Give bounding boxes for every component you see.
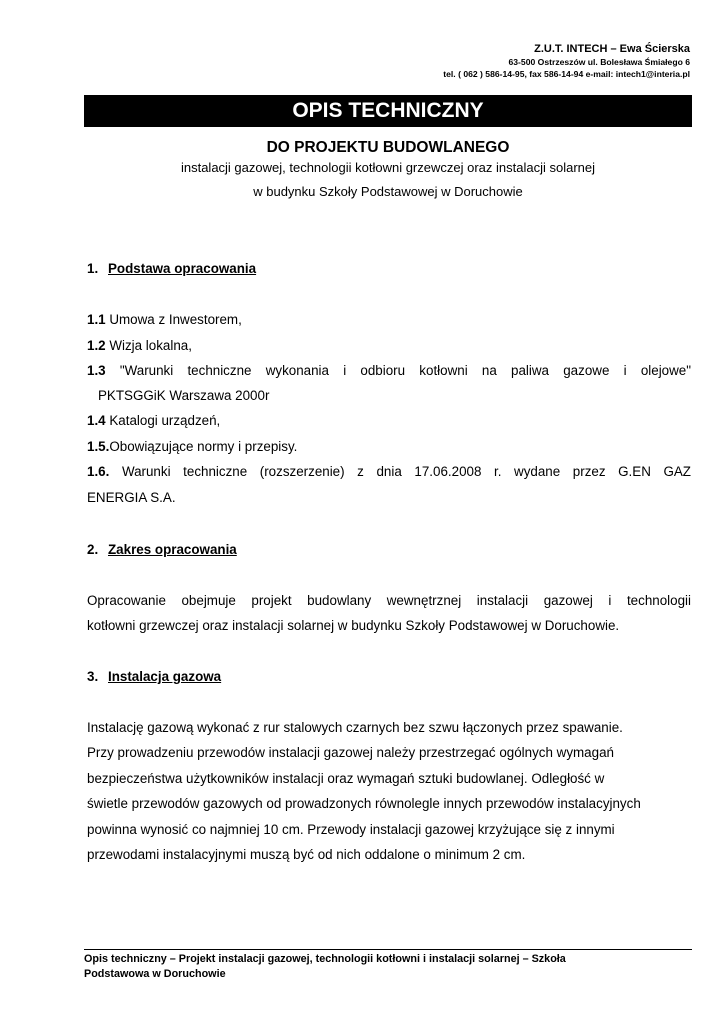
section-number: 1. xyxy=(87,261,99,276)
item-text: Umowa z Inwestorem, xyxy=(105,312,242,327)
list-item xyxy=(87,463,691,481)
item-number: 1.5. xyxy=(87,439,110,454)
paragraph-line: bezpieczeństwa użytkowników instalacji oraz wymagań sztuki budowlanej. Odległość w xyxy=(87,771,605,786)
item-number: 1.6. xyxy=(87,464,110,479)
footer-line: Podstawowa w Doruchowie xyxy=(84,968,226,980)
company-contact: tel. ( 062 ) 586-14-95, fax 586-14-94 e-mail: intech1@interia.pl xyxy=(443,69,690,79)
section-title: Zakres opracowania xyxy=(108,542,237,557)
company-address: 63-500 Ostrzeszów ul. Bolesława Śmiałego 6 xyxy=(508,57,690,67)
document-subtitle: DO PROJEKTU BUDOWLANEGO xyxy=(266,139,510,156)
section-heading xyxy=(87,668,221,686)
list-item xyxy=(87,311,691,329)
paragraph-line: powinna wynosić co najmniej 10 cm. Przewody instalacji gazowej krzyżujące się z innymi xyxy=(87,822,615,837)
company-header xyxy=(443,42,690,80)
subtitle-description-line: instalacji gazowej, technologii kotłowni grzewczej oraz instalacji solarnej xyxy=(180,160,596,175)
item-number: 1.4 xyxy=(87,413,106,428)
paragraph-line: Przy prowadzeniu przewodów instalacji gazowej należy przestrzegać ogólnych wymagań xyxy=(87,745,614,760)
item-text: Obowiązujące normy i przepisy. xyxy=(109,439,298,454)
list-item-continuation: PKTSGGiK Warszawa 2000r xyxy=(98,388,270,403)
item-number: 1.1 xyxy=(87,312,106,327)
list-item xyxy=(87,337,691,355)
paragraph-line: świetle przewodów gazowych od prowadzonych równolegle innych przewodów instalacyjnych xyxy=(87,796,641,811)
paragraph-line: kotłowni grzewczej oraz instalacji solarnej w budynku Szkoły Podstawowej w Doruchowie. xyxy=(87,618,620,633)
item-number: 1.2 xyxy=(87,338,106,353)
list-item xyxy=(87,412,691,430)
page-footer xyxy=(84,952,692,982)
item-text: Warunki techniczne (rozszerzenie) z dnia 17.06.2008 r. wydane przez G.EN GAZ xyxy=(109,464,691,479)
section-title: Podstawa opracowania xyxy=(108,261,257,276)
list-item xyxy=(87,362,691,380)
list-item xyxy=(87,438,691,456)
section-number: 2. xyxy=(87,542,99,557)
item-text: Wizja lokalna, xyxy=(105,338,192,353)
item-text: "Warunki techniczne wykonania i odbioru kotłowni na paliwa gazowe i olejowe" xyxy=(105,363,691,378)
section-number: 3. xyxy=(87,669,99,684)
section-title: Instalacja gazowa xyxy=(108,669,222,684)
paragraph-line: Instalację gazową wykonać z rur stalowych czarnych bez szwu łączonych przez spawanie. xyxy=(87,720,623,735)
item-text: Katalogi urządzeń, xyxy=(105,413,221,428)
footer-divider xyxy=(84,949,692,950)
section-heading xyxy=(87,260,256,278)
footer-line: Opis techniczny – Projekt instalacji gazowej, technologii kotłowni i instalacji solarnej – Szkoła xyxy=(84,953,566,965)
document-title: OPIS TECHNICZNY xyxy=(84,95,692,127)
company-name: Z.U.T. INTECH – Ewa Ścierska xyxy=(534,43,690,55)
item-number: 1.3 xyxy=(87,363,106,378)
section-heading xyxy=(87,541,237,559)
paragraph-line: przewodami instalacyjnymi muszą być od nich oddalone o minimum 2 cm. xyxy=(87,847,526,862)
list-item-continuation: ENERGIA S.A. xyxy=(87,490,176,505)
subtitle-description-line: w budynku Szkoły Podstawowej w Doruchowie xyxy=(253,184,523,199)
paragraph-line: Opracowanie obejmuje projekt budowlany wewnętrznej instalacji gazowej i technologii xyxy=(87,593,691,608)
